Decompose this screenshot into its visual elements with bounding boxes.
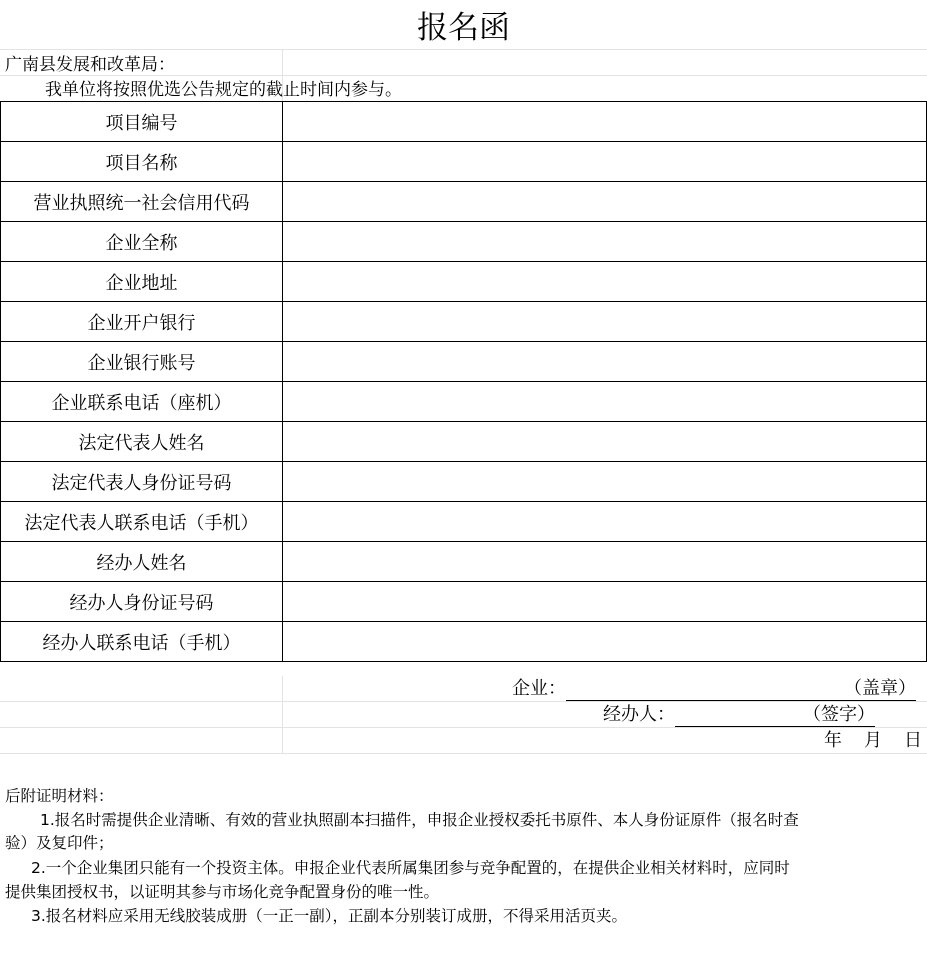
sign-suffix: （签字） bbox=[803, 704, 875, 725]
field-label: 经办人联系电话（手机） bbox=[1, 622, 283, 662]
table-row bbox=[1, 142, 927, 182]
field-value[interactable] bbox=[283, 542, 927, 582]
field-value[interactable] bbox=[283, 302, 927, 342]
date-year: 年 bbox=[824, 730, 842, 751]
field-value[interactable] bbox=[283, 342, 927, 382]
field-label: 项目名称 bbox=[1, 142, 283, 182]
company-seal-field[interactable] bbox=[566, 678, 916, 701]
field-value[interactable] bbox=[283, 142, 927, 182]
registration-form-table bbox=[0, 101, 927, 662]
field-label: 企业全称 bbox=[1, 222, 283, 262]
grid-line bbox=[0, 727, 927, 728]
table-row bbox=[1, 462, 927, 502]
page-title: 报名函 bbox=[417, 10, 510, 46]
note-line: 3.报名材料应采用无线胶装成册（一正一副），正副本分别装订成册，不得采用活页夹。 bbox=[31, 907, 628, 925]
table-row bbox=[1, 342, 927, 382]
table-row bbox=[1, 502, 927, 542]
notes-heading: 后附证明材料： bbox=[5, 787, 114, 805]
grid-line bbox=[282, 676, 283, 754]
grid-line bbox=[0, 701, 927, 702]
table-row bbox=[1, 542, 927, 582]
field-value[interactable] bbox=[283, 262, 927, 302]
note-line: 2.一个企业集团只能有一个投资主体。申报企业代表所属集团参与竞争配置的，在提供企业相关材料时，应同时 bbox=[31, 859, 790, 877]
handler-sign-field[interactable] bbox=[675, 704, 875, 727]
field-value[interactable] bbox=[283, 222, 927, 262]
field-label: 法定代表人身份证号码 bbox=[1, 462, 283, 502]
table-row bbox=[1, 182, 927, 222]
field-label: 法定代表人联系电话（手机） bbox=[1, 502, 283, 542]
field-label: 企业地址 bbox=[1, 262, 283, 302]
date-line bbox=[824, 730, 922, 752]
field-value[interactable] bbox=[283, 382, 927, 422]
grid-line bbox=[0, 49, 927, 50]
field-label: 项目编号 bbox=[1, 102, 283, 142]
seal-suffix: （盖章） bbox=[844, 678, 916, 699]
table-row bbox=[1, 422, 927, 462]
field-label: 营业执照统一社会信用代码 bbox=[1, 182, 283, 222]
note-line: 1.报名时需提供企业清晰、有效的营业执照副本扫描件，申报企业授权委托书原件、本人身份证原件（报名时查 bbox=[40, 811, 799, 829]
note-line: 验）及复印件； bbox=[5, 834, 114, 852]
field-value[interactable] bbox=[283, 622, 927, 662]
table-row bbox=[1, 382, 927, 422]
date-day: 日 bbox=[904, 730, 922, 751]
handler-signature-line bbox=[603, 704, 875, 727]
table-row bbox=[1, 262, 927, 302]
field-value[interactable] bbox=[283, 582, 927, 622]
field-value[interactable] bbox=[283, 102, 927, 142]
handler-label: 经办人： bbox=[603, 704, 675, 725]
field-label: 法定代表人姓名 bbox=[1, 422, 283, 462]
field-label: 企业联系电话（座机） bbox=[1, 382, 283, 422]
table-row bbox=[1, 622, 927, 662]
table-row bbox=[1, 222, 927, 262]
field-value[interactable] bbox=[283, 462, 927, 502]
table-row bbox=[1, 302, 927, 342]
grid-line bbox=[0, 753, 927, 754]
date-month: 月 bbox=[864, 730, 882, 751]
field-label: 企业银行账号 bbox=[1, 342, 283, 382]
note-line: 提供集团授权书，以证明其参与市场化竞争配置身份的唯一性。 bbox=[5, 883, 440, 901]
field-value[interactable] bbox=[283, 422, 927, 462]
addressee: 广南县发展和改革局： bbox=[5, 55, 175, 75]
field-label: 企业开户银行 bbox=[1, 302, 283, 342]
field-label: 经办人身份证号码 bbox=[1, 582, 283, 622]
field-label: 经办人姓名 bbox=[1, 542, 283, 582]
field-value[interactable] bbox=[283, 502, 927, 542]
table-row bbox=[1, 582, 927, 622]
intro-text: 我单位将按照优选公告规定的截止时间内参与。 bbox=[45, 80, 402, 100]
company-signature-line bbox=[512, 678, 916, 701]
table-row bbox=[1, 102, 927, 142]
field-value[interactable] bbox=[283, 182, 927, 222]
company-label: 企业： bbox=[512, 678, 566, 699]
